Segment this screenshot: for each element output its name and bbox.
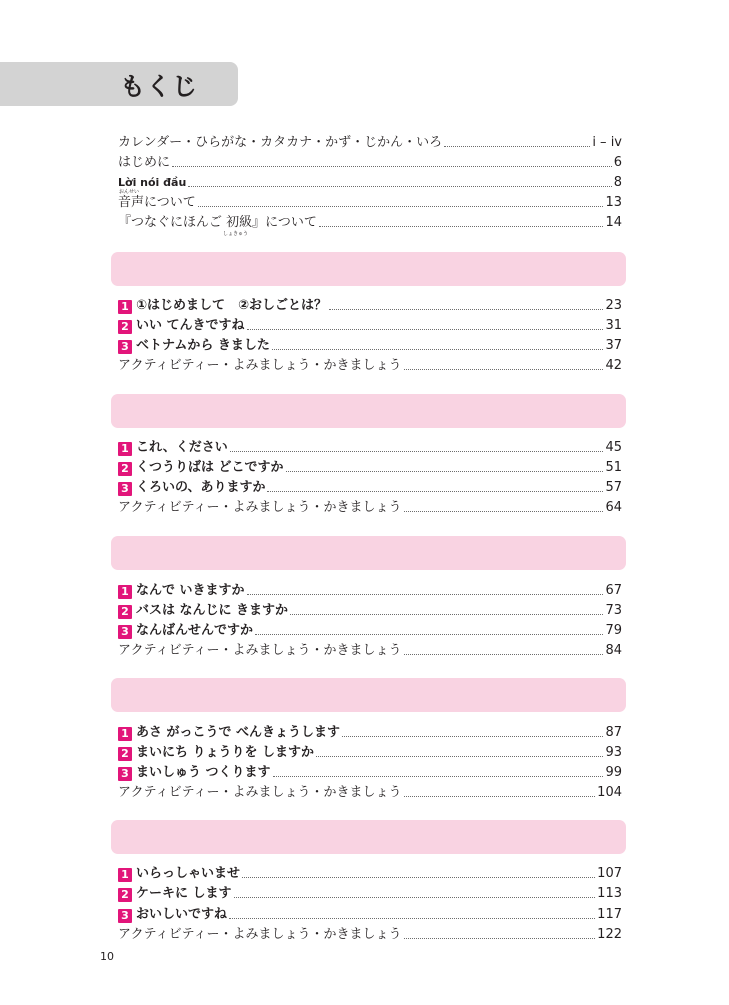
lesson-entry bbox=[118, 864, 622, 882]
dot-leader bbox=[404, 511, 604, 512]
activity-entry bbox=[118, 356, 622, 374]
dot-leader bbox=[342, 736, 603, 737]
dot-leader bbox=[273, 776, 604, 777]
lesson-number-badge: 3 bbox=[118, 482, 132, 496]
lesson-number-badge: 1 bbox=[118, 585, 132, 599]
lesson-title: ベトナムから きました bbox=[136, 338, 270, 353]
lesson-title: なんばんせんですか bbox=[136, 623, 254, 638]
lesson-title: ①はじめまして ②おしごとは？ bbox=[136, 298, 328, 313]
toc-page: 113 bbox=[597, 886, 622, 901]
toc-label: はじめに bbox=[118, 155, 171, 170]
unit-band bbox=[111, 678, 626, 712]
toc-entry bbox=[118, 193, 622, 211]
unit-band bbox=[111, 252, 626, 286]
toc-page: 23 bbox=[605, 298, 622, 313]
activity-title: アクティビティー・よみましょう・かきましょう bbox=[118, 358, 402, 373]
lesson-number-badge: 1 bbox=[118, 300, 132, 314]
lesson-title: バスは なんじに きますか bbox=[136, 603, 289, 618]
ruby-onsei: おんせい bbox=[119, 189, 140, 195]
unit-band bbox=[111, 820, 626, 854]
unit-band bbox=[111, 536, 626, 570]
toc-page: 67 bbox=[605, 583, 622, 598]
toc-page: 51 bbox=[605, 460, 622, 475]
lesson-title: いらっしゃいませ bbox=[136, 866, 241, 881]
dot-leader bbox=[230, 451, 604, 452]
lesson-entry bbox=[118, 905, 622, 923]
toc-label: カレンダー・ひらがな・カタカナ・かず・じかん・いろ bbox=[118, 135, 443, 150]
dot-leader bbox=[247, 594, 604, 595]
toc-page: 122 bbox=[597, 927, 622, 942]
dot-leader bbox=[404, 654, 604, 655]
lesson-entry bbox=[118, 458, 622, 476]
activity-entry bbox=[118, 925, 622, 943]
toc-page: 6 bbox=[613, 155, 622, 170]
dot-leader bbox=[172, 166, 612, 167]
page-title: もくじ bbox=[120, 72, 199, 101]
toc-page: 79 bbox=[605, 623, 622, 638]
toc-page: 14 bbox=[605, 215, 622, 230]
toc-page: 31 bbox=[605, 318, 622, 333]
lesson-title: いい てんきですね bbox=[136, 318, 245, 333]
toc-entry bbox=[118, 173, 622, 191]
lesson-number-badge: 3 bbox=[118, 767, 132, 781]
lesson-number-badge: 1 bbox=[118, 442, 132, 456]
lesson-entry bbox=[118, 336, 622, 354]
toc-page: 37 bbox=[605, 338, 622, 353]
toc-page: 42 bbox=[605, 358, 622, 373]
dot-leader bbox=[404, 369, 604, 370]
toc-page: 8 bbox=[613, 175, 622, 190]
toc-page: 57 bbox=[605, 480, 622, 495]
lesson-number-badge: 3 bbox=[118, 340, 132, 354]
dot-leader bbox=[329, 309, 603, 310]
ruby-shokyuu: しょきゅう bbox=[223, 231, 249, 237]
toc-page: 87 bbox=[605, 725, 622, 740]
activity-entry bbox=[118, 498, 622, 516]
lesson-number-badge: 2 bbox=[118, 320, 132, 334]
dot-leader bbox=[319, 226, 604, 227]
lesson-number-badge: 1 bbox=[118, 727, 132, 741]
lesson-entry bbox=[118, 621, 622, 639]
dot-leader bbox=[290, 614, 603, 615]
toc-page: 104 bbox=[597, 785, 622, 800]
dot-leader bbox=[316, 756, 603, 757]
heading-box bbox=[0, 62, 238, 106]
lesson-title: おいしいですね bbox=[136, 907, 228, 922]
toc-entry bbox=[118, 133, 622, 151]
dot-leader bbox=[234, 897, 596, 898]
lesson-number-badge: 2 bbox=[118, 605, 132, 619]
activity-title: アクティビティー・よみましょう・かきましょう bbox=[118, 927, 402, 942]
lesson-entry bbox=[118, 581, 622, 599]
lesson-number-badge: 3 bbox=[118, 909, 132, 923]
lesson-entry bbox=[118, 884, 622, 902]
lesson-title: なんで いきますか bbox=[136, 583, 245, 598]
dot-leader bbox=[267, 491, 603, 492]
lesson-title: ケーキに します bbox=[136, 886, 232, 901]
lesson-entry bbox=[118, 316, 622, 334]
dot-leader bbox=[242, 877, 595, 878]
toc-page: 64 bbox=[605, 500, 622, 515]
lesson-number-badge: 2 bbox=[118, 888, 132, 902]
toc-label: Lời nói đầu bbox=[118, 176, 187, 189]
toc-page: 117 bbox=[597, 907, 622, 922]
dot-leader bbox=[272, 349, 604, 350]
dot-leader bbox=[404, 796, 596, 797]
dot-leader bbox=[188, 186, 611, 187]
toc-label: 音声について bbox=[118, 195, 196, 210]
lesson-entry bbox=[118, 601, 622, 619]
toc-page: 45 bbox=[605, 440, 622, 455]
lesson-number-badge: 2 bbox=[118, 462, 132, 476]
lesson-entry bbox=[118, 478, 622, 496]
toc-entry bbox=[118, 213, 622, 231]
dot-leader bbox=[286, 471, 604, 472]
lesson-title: くつうりばは どこですか bbox=[136, 460, 284, 475]
page-number: 10 bbox=[100, 950, 114, 963]
lesson-title: これ、ください bbox=[136, 440, 228, 455]
dot-leader bbox=[255, 634, 603, 635]
lesson-number-badge: 3 bbox=[118, 625, 132, 639]
lesson-entry bbox=[118, 438, 622, 456]
activity-entry bbox=[118, 783, 622, 801]
lesson-title: まいにち りょうりを しますか bbox=[136, 745, 315, 760]
lesson-entry bbox=[118, 296, 622, 314]
dot-leader bbox=[404, 938, 596, 939]
toc-entry bbox=[118, 153, 622, 171]
activity-title: アクティビティー・よみましょう・かきましょう bbox=[118, 785, 402, 800]
lesson-number-badge: 1 bbox=[118, 868, 132, 882]
toc-page: 93 bbox=[605, 745, 622, 760]
unit-band bbox=[111, 394, 626, 428]
toc-page: 13 bbox=[605, 195, 622, 210]
dot-leader bbox=[247, 329, 604, 330]
activity-title: アクティビティー・よみましょう・かきましょう bbox=[118, 643, 402, 658]
activity-title: アクティビティー・よみましょう・かきましょう bbox=[118, 500, 402, 515]
toc-page: 73 bbox=[605, 603, 622, 618]
lesson-entry bbox=[118, 763, 622, 781]
dot-leader bbox=[444, 146, 590, 147]
toc-page: i – iv bbox=[592, 135, 622, 150]
toc-page: 84 bbox=[605, 643, 622, 658]
lesson-entry bbox=[118, 743, 622, 761]
lesson-entry bbox=[118, 723, 622, 741]
dot-leader bbox=[229, 918, 595, 919]
lesson-number-badge: 2 bbox=[118, 747, 132, 761]
lesson-title: くろいの、ありますか bbox=[136, 480, 266, 495]
toc-page: 107 bbox=[597, 866, 622, 881]
dot-leader bbox=[198, 206, 604, 207]
activity-entry bbox=[118, 641, 622, 659]
lesson-title: あさ がっこうで べんきょうします bbox=[136, 725, 341, 740]
toc-label: 『つなぐにほんご 初級』について bbox=[118, 215, 317, 230]
lesson-title: まいしゅう つくります bbox=[136, 765, 271, 780]
toc-page: 99 bbox=[605, 765, 622, 780]
